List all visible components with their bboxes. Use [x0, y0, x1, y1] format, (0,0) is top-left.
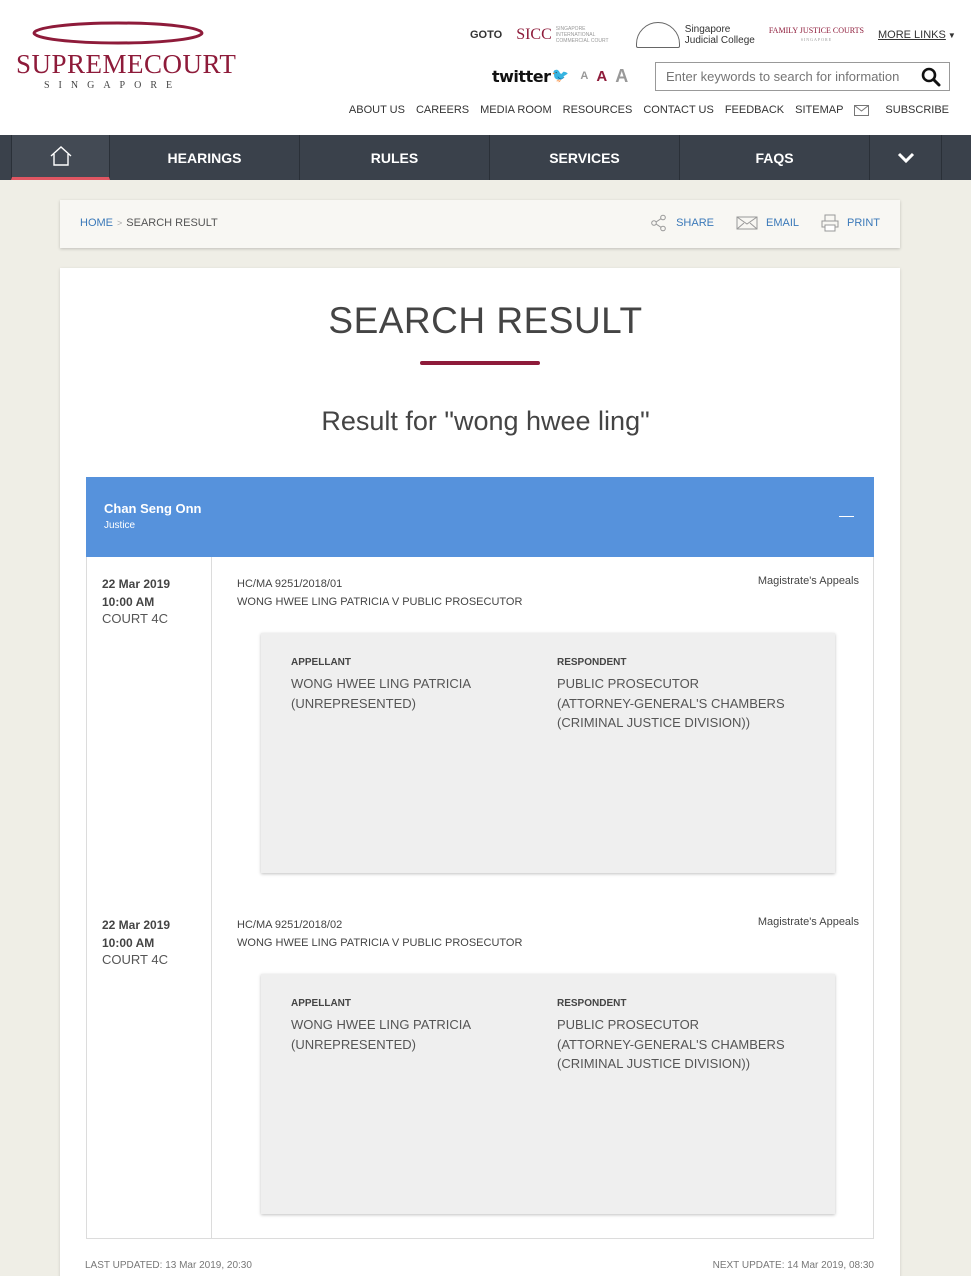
respondent-block	[557, 998, 785, 1074]
case-info	[237, 916, 522, 952]
nav-more-toggle[interactable]	[870, 135, 942, 180]
twitter-link[interactable]	[492, 67, 568, 86]
appellant-name: WONG HWEE LING PATRICIA	[291, 1017, 472, 1032]
case-number: HC/MA 9251/2018/02	[237, 919, 343, 931]
search-icon[interactable]	[921, 67, 941, 87]
fjc-name: FAMILY JUSTICE COURTS	[768, 26, 864, 35]
hearing-date: 22 Mar 2019	[102, 918, 171, 932]
respondent-label: RESPONDENT	[557, 657, 627, 668]
nav-faqs[interactable]: FAQS	[680, 135, 870, 180]
logo-swoosh-icon	[16, 18, 221, 48]
logo-subtext: SINGAPORE	[44, 80, 182, 91]
share-icon	[650, 214, 668, 232]
respondent-counsel: (ATTORNEY-GENERAL'S CHAMBERS	[557, 1036, 785, 1052]
page-title: SEARCH RESULT	[328, 300, 643, 341]
search-input[interactable]	[656, 69, 914, 84]
respondent-name: PUBLIC PROSECUTOR	[557, 1017, 700, 1032]
header-tools	[492, 62, 638, 90]
appellant-block	[291, 657, 471, 713]
fjc-sub: SINGAPORE	[800, 37, 833, 42]
breadcrumb-bar	[60, 200, 900, 248]
site-header	[0, 0, 971, 135]
nav-hearings[interactable]: HEARINGS	[110, 135, 300, 180]
share-label: SHARE	[676, 217, 714, 229]
respondent-division: (CRIMINAL JUSTICE DIVISION))	[557, 715, 751, 730]
parties-panel	[261, 633, 835, 873]
util-media-room[interactable]: MEDIA ROOM	[480, 104, 552, 116]
appellant-block	[291, 998, 471, 1054]
subscribe-label: SUBSCRIBE	[885, 104, 949, 116]
appellant-counsel: (UNREPRESENTED)	[291, 1036, 416, 1052]
hearing-time: 10:00 AM	[102, 936, 155, 950]
hearing-item	[87, 557, 874, 897]
chevron-down-icon	[897, 152, 915, 164]
hearing-datetime	[102, 916, 170, 952]
site-search	[655, 62, 950, 91]
hearing-item	[87, 898, 874, 1238]
parties-panel	[261, 974, 835, 1214]
goto-label: GOTO	[470, 29, 503, 41]
judge-title: Justice	[104, 520, 136, 531]
case-title: WONG HWEE LING PATRICIA V PUBLIC PROSECUTOR	[237, 937, 523, 949]
judge-accordion-header[interactable]	[86, 477, 874, 557]
nav-services[interactable]: SERVICES	[490, 135, 680, 180]
case-number: HC/MA 9251/2018/01	[237, 578, 343, 590]
home-icon	[50, 146, 72, 166]
respondent-label: RESPONDENT	[557, 998, 627, 1009]
twitter-bird-icon: 🐦	[551, 68, 569, 84]
judge-name: Chan Seng Onn	[104, 501, 202, 516]
respondent-counsel: (ATTORNEY-GENERAL'S CHAMBERS	[557, 695, 785, 711]
share-button[interactable]	[650, 214, 714, 232]
breadcrumb-separator-icon: >	[117, 218, 123, 228]
title-divider	[420, 361, 540, 365]
search-query-heading: Result for "wong hwee ling"	[321, 406, 650, 436]
sjc-emblem-icon	[636, 22, 680, 48]
goto-links	[470, 20, 956, 50]
email-icon	[736, 215, 758, 231]
respondent-division: (CRIMINAL JUSTICE DIVISION))	[557, 1056, 751, 1071]
logo-text: SUPREMECOURT	[16, 49, 237, 79]
appellant-label: APPELLANT	[291, 998, 351, 1009]
print-label: PRINT	[847, 217, 880, 229]
appellant-name: WONG HWEE LING PATRICIA	[291, 676, 472, 691]
share-tools	[628, 214, 880, 232]
hearing-court: COURT 4C	[102, 611, 168, 626]
email-label: EMAIL	[765, 217, 799, 229]
sjc-line1: Singapore	[684, 24, 731, 35]
email-button[interactable]	[736, 215, 799, 231]
respondent-block	[557, 657, 785, 733]
main-nav	[0, 135, 971, 180]
util-sitemap[interactable]: SITEMAP	[795, 104, 844, 116]
util-careers[interactable]: CAREERS	[415, 104, 470, 116]
sicc-full-name: SINGAPORE INTERNATIONAL COMMERCIAL COURT	[555, 26, 609, 44]
sicc-abbr: SICC	[516, 26, 552, 43]
util-contact-us[interactable]: CONTACT US	[643, 104, 714, 116]
breadcrumb-home[interactable]: HOME	[80, 217, 113, 229]
hearing-time: 10:00 AM	[102, 595, 155, 609]
fjc-link[interactable]	[769, 26, 864, 44]
appellant-counsel: (UNREPRESENTED)	[291, 695, 416, 711]
print-button[interactable]	[821, 214, 880, 232]
respondent-name: PUBLIC PROSECUTOR	[557, 676, 700, 691]
appellant-label: APPELLANT	[291, 657, 351, 668]
print-icon	[821, 214, 839, 232]
utility-nav	[338, 104, 949, 116]
case-title: WONG HWEE LING PATRICIA V PUBLIC PROSECUTOR	[237, 596, 523, 608]
caret-down-icon: ▼	[947, 31, 956, 40]
more-links-dropdown[interactable]	[878, 29, 956, 41]
hearing-type: Magistrate's Appeals	[757, 575, 859, 587]
sicc-link[interactable]	[516, 26, 624, 44]
hearing-court: COURT 4C	[102, 952, 168, 967]
collapse-icon[interactable]	[839, 516, 854, 517]
next-update: NEXT UPDATE: 14 Mar 2019, 08:30	[712, 1260, 874, 1271]
breadcrumb-current: SEARCH RESULT	[126, 217, 218, 229]
nav-rules[interactable]: RULES	[300, 135, 490, 180]
hearing-list	[86, 557, 874, 1239]
font-size-medium-button[interactable]: A	[596, 67, 608, 85]
breadcrumb	[80, 217, 218, 229]
sjc-link[interactable]	[636, 22, 755, 48]
nav-home[interactable]	[11, 135, 110, 180]
util-resources[interactable]: RESOURCES	[562, 104, 633, 116]
case-info	[237, 575, 522, 611]
util-subscribe[interactable]	[854, 104, 949, 116]
last-updated: LAST UPDATED: 13 Mar 2019, 20:30	[85, 1260, 252, 1271]
hearing-date: 22 Mar 2019	[102, 577, 171, 591]
hearing-type: Magistrate's Appeals	[757, 916, 859, 928]
supreme-court-logo[interactable]	[16, 18, 237, 93]
util-feedback[interactable]: FEEDBACK	[724, 104, 785, 116]
twitter-wordmark: twitter	[492, 66, 551, 86]
font-size-large-button[interactable]: A	[615, 65, 629, 86]
more-links-label: MORE LINKS	[878, 29, 946, 41]
font-size-small-button[interactable]: A	[580, 70, 589, 82]
hearing-datetime	[102, 575, 170, 611]
sjc-line2: Judicial College	[684, 35, 755, 46]
util-about-us[interactable]: ABOUT US	[348, 104, 405, 116]
envelope-icon	[854, 105, 869, 116]
